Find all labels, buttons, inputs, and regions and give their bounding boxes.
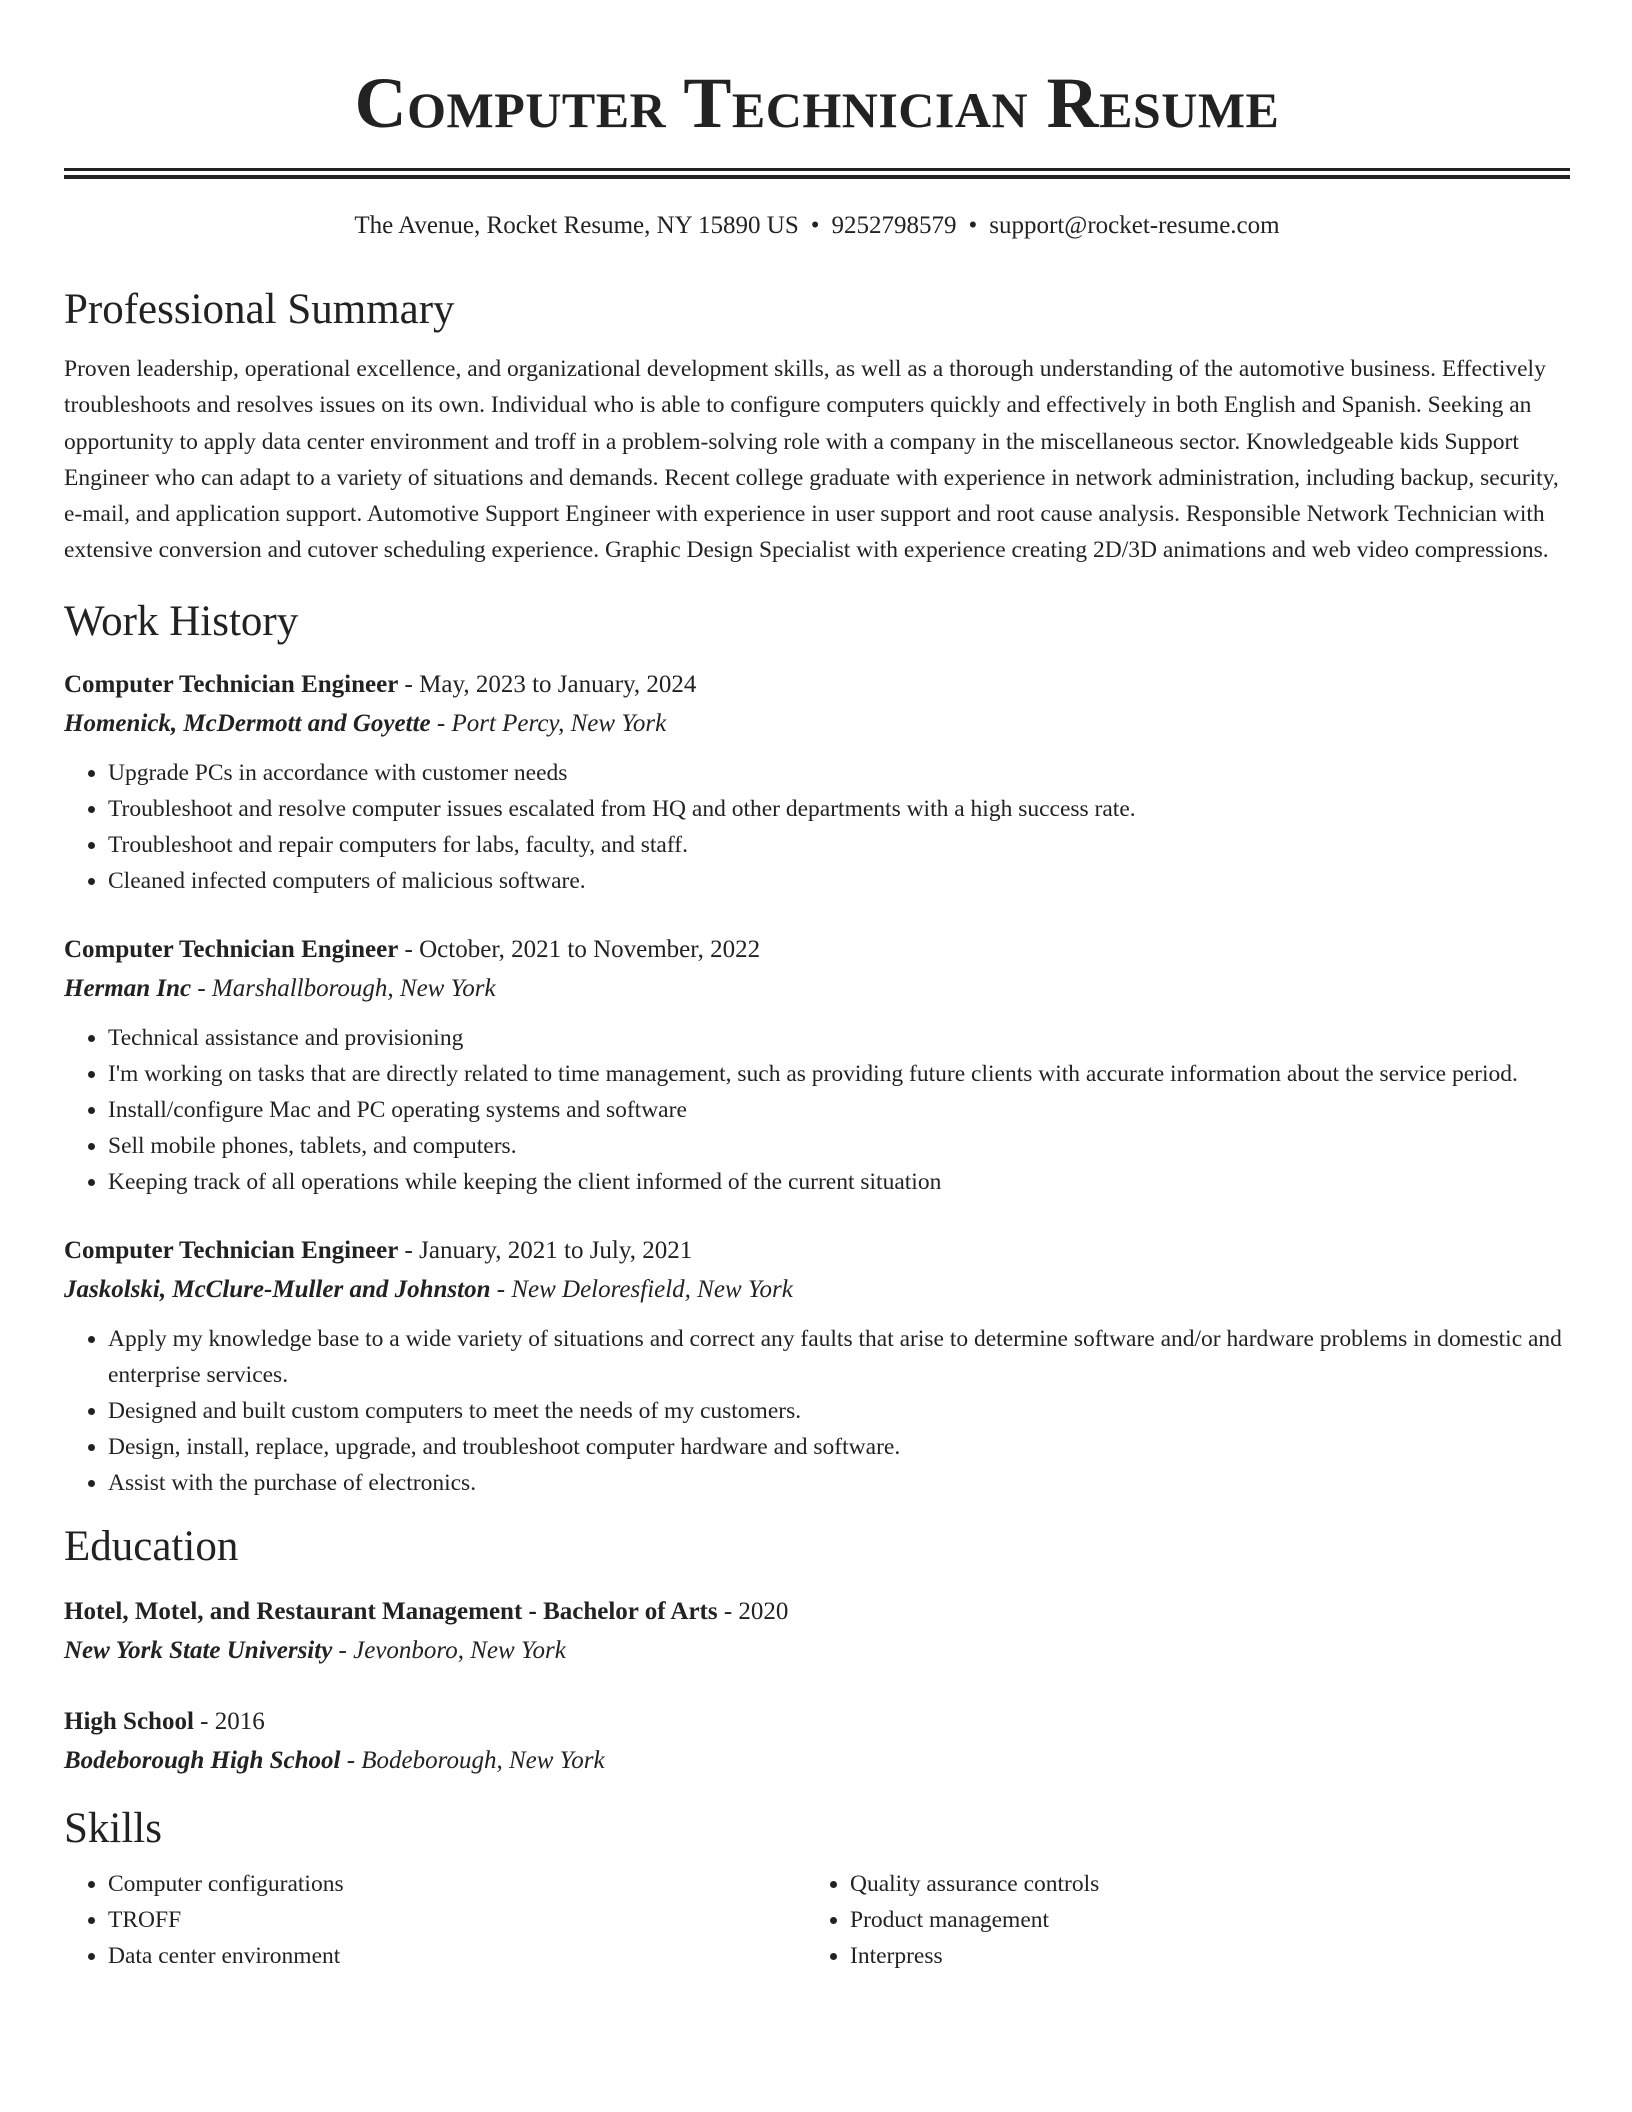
job-bullets: [64, 755, 1570, 900]
skill-item: • Computer configurations: [108, 1866, 806, 1902]
education-heading: Education: [64, 1522, 239, 1570]
education-school: New York State University: [64, 1636, 333, 1664]
education-year: - 2016: [193, 1707, 265, 1735]
job-bullet: • Troubleshoot and resolve computer issues escalated from HQ and other departments with a high success rate.: [108, 791, 1570, 827]
job-entry: [64, 930, 1570, 1201]
education-degree: High School: [64, 1707, 194, 1735]
education-year: - 2020: [717, 1597, 789, 1625]
job-employer: [64, 969, 1570, 1008]
education-degree: Hotel, Motel, and Restaurant Management - Bachelor of Arts: [64, 1597, 718, 1625]
job-header: [64, 1231, 1570, 1270]
job-entry: [64, 1231, 1570, 1502]
job-location: - Marshallborough, New York: [191, 974, 496, 1002]
job-dates: - January, 2021 to July, 2021: [398, 1236, 693, 1264]
education-entry: [64, 1702, 1570, 1780]
job-employer: [64, 704, 1570, 743]
education-header: [64, 1702, 1570, 1741]
job-bullet: • Troubleshoot and repair computers for labs, faculty, and staff.: [108, 827, 1570, 863]
skills-column-left: [64, 1866, 806, 1975]
skills-column-right: [806, 1866, 1548, 1975]
job-bullet: • Design, install, replace, upgrade, and troubleshoot computer hardware and software.: [108, 1429, 1570, 1465]
work-history-heading: Work History: [64, 597, 299, 645]
job-bullet: • Apply my knowledge base to a wide variety of situations and correct any faults that arise to determine software and/or hardware problems in domestic and enterprise services.: [108, 1321, 1570, 1393]
job-header: [64, 930, 1570, 969]
job-bullet: • Assist with the purchase of electronics.: [108, 1465, 1570, 1501]
job-company: Jaskolski, McClure-Muller and Johnston: [64, 1275, 491, 1303]
education-location: - Jevonboro, New York: [332, 1636, 566, 1664]
job-header: [64, 665, 1570, 704]
skill-item: • Product management: [850, 1902, 1548, 1938]
job-location: - Port Percy, New York: [430, 709, 667, 737]
job-title: Computer Technician Engineer: [64, 670, 399, 698]
skills-list: [64, 1866, 1570, 1975]
job-bullet: • Upgrade PCs in accordance with customer needs: [108, 755, 1570, 791]
education-school: Bodeborough High School: [64, 1746, 341, 1774]
job-bullet: • I'm working on tasks that are directly related to time management, such as providing future clients with accurate information about the service period.: [108, 1056, 1570, 1092]
education-header: [64, 1592, 1570, 1631]
skill-item: • Quality assurance controls: [850, 1866, 1548, 1902]
resume-title: Computer Technician Resume: [354, 63, 1280, 143]
job-bullet: • Cleaned infected computers of malicious software.: [108, 863, 1570, 899]
job-title: Computer Technician Engineer: [64, 1236, 399, 1264]
education-institution: [64, 1741, 1570, 1780]
skill-item: • TROFF: [108, 1902, 806, 1938]
skill-item: • Interpress: [850, 1938, 1548, 1974]
job-bullet: • Designed and built custom computers to meet the needs of my customers.: [108, 1393, 1570, 1429]
job-bullets: [64, 1020, 1570, 1201]
contact-phone: 9252798579: [831, 212, 957, 239]
contact-address: The Avenue, Rocket Resume, NY 15890 US: [354, 212, 799, 239]
job-bullets: [64, 1321, 1570, 1502]
contact-separator: •: [968, 212, 978, 239]
job-location: - New Deloresfield, New York: [490, 1275, 793, 1303]
skills-heading: Skills: [64, 1804, 162, 1852]
title-divider: [64, 168, 1570, 179]
summary-text: Proven leadership, operational excellence, and organizational development skills, as well as a thorough understanding of the automotive business. Effectively troubleshoots and resolves issues on its own. Individual who is able to configure computers quickly and effectively in both English and Spanish. Seeking an opportunity to apply data center environment and troff in a problem-solving role with a company in the miscellaneous sector. Knowledgeable kids Support Engineer who can adapt to a variety of situations and demands. Recent college graduate with experience in network administration, including backup, security, e-mail, and application support. Automotive Support Engineer with experience in user support and root cause analysis. Responsible Network Technician with extensive conversion and cutover scheduling experience. Graphic Design Specialist with experience creating 2D/3D animations and web video compressions.: [64, 356, 1559, 564]
job-company: Homenick, McDermott and Goyette: [64, 709, 431, 737]
job-bullet: • Install/configure Mac and PC operating systems and software: [108, 1092, 1570, 1128]
resume-page: [64, 0, 1570, 1974]
skill-item: • Data center environment: [108, 1938, 806, 1974]
job-company: Herman Inc: [64, 974, 192, 1002]
contact-line: [64, 211, 1570, 241]
summary-heading: Professional Summary: [64, 286, 455, 333]
job-dates: - May, 2023 to January, 2024: [398, 670, 697, 698]
job-bullet: • Technical assistance and provisioning: [108, 1020, 1570, 1056]
education-location: - Bodeborough, New York: [340, 1746, 605, 1774]
job-entry: [64, 665, 1570, 900]
job-title: Computer Technician Engineer: [64, 935, 399, 963]
job-dates: - October, 2021 to November, 2022: [398, 935, 761, 963]
contact-separator: •: [810, 212, 820, 239]
contact-email: support@rocket-resume.com: [989, 212, 1280, 239]
education-entry: [64, 1592, 1570, 1670]
job-employer: [64, 1270, 1570, 1309]
job-bullet: • Keeping track of all operations while keeping the client informed of the current situation: [108, 1164, 1570, 1200]
job-bullet: • Sell mobile phones, tablets, and computers.: [108, 1128, 1570, 1164]
education-institution: [64, 1631, 1570, 1670]
